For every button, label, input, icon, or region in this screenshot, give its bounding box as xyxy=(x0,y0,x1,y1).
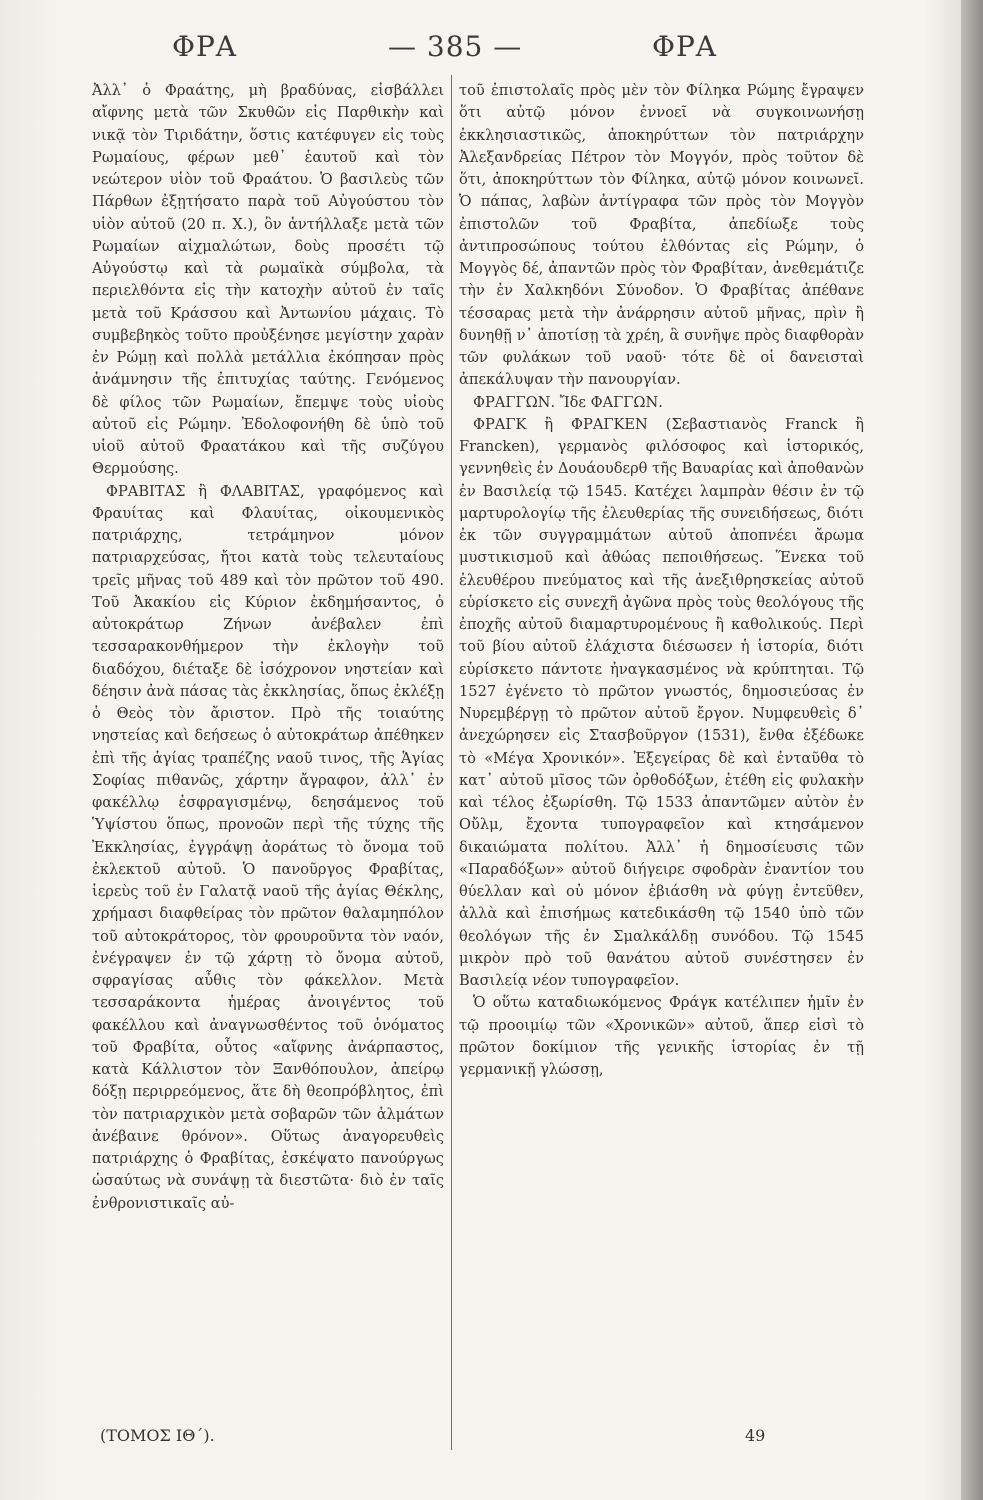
gathering-number: 49 xyxy=(745,1426,766,1445)
entry-phrank: ΦΡΑΓΚ ἢ ΦΡΑΓΚΕΝ (Σεβαστιανὸς Franck ἢ Francken), γερμανὸς φιλόσοφος καὶ ἱστορικός, γεννηθεὶς ἐν Δουάουδερθ τῆς Βαυαρίας καὶ ἀποθανὼν ἐν Βασιλείᾳ τῷ 1545. Κατέχει λαμπρὰν θέσιν ἐν τῷ μαρτυρολογίῳ τῆς ἐλευθερίας τῆς συνειδήσεως, διότι ἐκ τῶν συγγραμμάτων αὐτοῦ ἀποπνέει ἄρωμα μυστικισμοῦ καὶ ἀθώας πεποιθήσεως. Ἕνεκα τοῦ ἐλευθέρου πνεύματος καὶ τῆς ἀνεξιθρησκείας αὐτοῦ εὑρίσκετο εἰς συνεχῆ ἀγῶνα πρὸς τοὺς θεολόγους τῆς ἐποχῆς αὐτοῦ διαμαρτυρομένους ἢ καθολικούς. Περὶ τοῦ βίου αὐτοῦ ἐλάχιστα διέσωσεν ἡ ἱστορία, διότι εὑρίσκετο πάντοτε ἠναγκασμένος νὰ κρύπτηται. Τῷ 1527 ἐγένετο τὸ πρῶτον γνωστός, δημοσιεύσας ἐν Νυρεμβέργῃ τὸ πρῶτον αὐτοῦ ἔργον. Νυμφευθεὶς δ᾽ ἀνεχώρησεν εἰς Στασβοῦργον (1531), ἔνθα ἐξέδωκε τὸ «Μέγα Χρονικόν». Ἐξεγείρας δὲ καὶ ἐνταῦθα τὸ κατ᾽ αὐτοῦ μῖσος τῶν ὀρθοδόξων, ἐτέθη εἰς φυλακὴν καὶ τέλος ἐξωρίσθη. Τῷ 1533 ἀπαντῶμεν αὐτὸν ἐν Οὔλμ, ἔχοντα τυπογραφεῖον καὶ κτησάμενον δικαιώματα πολίτου. Ἀλλ᾽ ἡ δημοσίευσις τῶν «Παραδόξων» αὐτοῦ διήγειρε σφοδρὰν ἐναντίον του θύελλαν καὶ οὐ μόνον ἐβιάσθη νὰ φύγῃ ἐντεῦθεν, ἀλλὰ καὶ ἐπισήμως κατεδικάσθη τῷ 1540 ὑπὸ τῶν θεολόγων τῆς ἐν Σμαλκάλδῃ συνόδου. Τῷ 1545 μικρὸν πρὸ τοῦ θανάτου αὐτοῦ συνέστησεν ἐν Βασιλείᾳ νέον τυπογραφεῖον. xyxy=(459,415,864,989)
page-edge-shadow xyxy=(961,0,983,1500)
right-column xyxy=(459,80,864,1081)
entry-phraates-continued: Ἀλλ᾽ ὁ Φραάτης, μὴ βραδύνας, εἰσβάλλει αἴφνης μετὰ τῶν Σκυθῶν εἰς Παρθικὴν καὶ νικᾷ τὸν Τιριδάτην, ὅστις κατέφυγεν εἰς τοὺς Ρωμαίους, φέρων μεθ᾽ ἑαυτοῦ καὶ τὸν νεώτερον υἱὸν τοῦ Φραάτου. Ὁ βασιλεὺς τῶν Πάρθων ἐξῃτήσατο παρὰ τοῦ Αὐγούστου τὸν υἱὸν αὐτοῦ (20 π. Χ.), ὃν ἀντήλλαξε μετὰ τῶν Ρωμαίων αἰχμαλώτων, δοὺς προσέτι τῷ Αὐγούστῳ καὶ τὰ ρωμαϊκὰ σύμβολα, τὰ περιελθόντα εἰς τὴν κατοχὴν αὐτοῦ ἐν ταῖς μετὰ τοῦ Κράσσου καὶ Ἀντωνίου μάχαις. Τὸ συμβεβηκὸς τοῦτο προὐξένησε μεγίστην χαρὰν ἐν Ρώμῃ καὶ πολλὰ μετάλλια ἐκόπησαν πρὸς ἀνάμνησιν τῆς ἐπιτυχίας ταύτης. Γενόμενος δὲ φίλος τῶν Ρωμαίων, ἔπεμψε τοὺς υἱοὺς αὐτοῦ εἰς Ρώμην. Ἐδολοφονήθη δὲ ὑπὸ τοῦ υἱοῦ αὐτοῦ Φραατάκου καὶ τῆς συζύγου Θερμούσης. xyxy=(92,82,444,478)
column-divider xyxy=(451,75,452,1450)
header-left-guideword: ΦΡΑ xyxy=(172,30,238,63)
left-column xyxy=(92,80,444,1215)
header-right-guideword: ΦΡΑ xyxy=(652,30,718,63)
running-header xyxy=(0,30,983,70)
entry-phrank-paragraph-2: Ὁ οὕτω καταδιωκόμενος Φράγκ κατέλιπεν ἡμῖν ἐν τῷ προοιμίῳ τῶν «Χρονικῶν» αὐτοῦ, ἅπερ εἰσὶ τὸ πρῶτον δοκίμιον τῆς γενικῆς ἱστορίας ἐν τῇ γερμανικῇ γλώσσῃ, xyxy=(459,994,864,1078)
entry-phravitas-continued: τοῦ ἐπιστολαῖς πρὸς μὲν τὸν Φίληκα Ρώμης ἔγραψεν ὅτι αὐτῷ μόνον ἐννοεῖ νὰ συγκοινωνήσῃ ἐκκλησιαστικῶς, ἀποκηρύττων τὸν πατριάρχην Ἀλεξανδρείας Πέτρον τὸν Μογγόν, πρὸς τοῦτον δὲ ὅτι, ἀποκηρύττων τὸν Φίληκα, αὐτῷ μόνον κοινωνεῖ. Ὁ πάπας, λαβὼν ἀντίγραφα τῶν πρὸς τὸν Μογγὸν ἐπιστολῶν τοῦ Φραβίτα, ἀπεδίωξε τοὺς ἀντιπροσώπους τούτου ἐλθόντας εἰς Ρώμην, ὁ Μογγὸς δέ, ἀπαντῶν πρὸς τὸν Φραβίταν, ἀνεθεμάτιζε τὴν ἐν Χαλκηδόνι Σύνοδον. Ὁ Φραβίτας ἀπέθανε τέσσαρας μετὰ τὴν ἀνάρρησιν αὐτοῦ μῆνας, πρὶν ἢ δυνηθῇ ν᾽ ἀποτίσῃ τὰ χρέη, ἃ συνῆψε πρὸς διαφθορὰν τῶν φυλάκων τοῦ ναοῦ· τότε δὲ οἱ δανεισταὶ ἀπεκάλυψαν τὴν πανουργίαν. xyxy=(459,82,864,389)
entry-phrangon: ΦΡΑΓΓΩΝ. Ἴδε ΦΑΓΓΩΝ. xyxy=(473,393,663,411)
page-number: — 385 — xyxy=(388,30,523,63)
volume-signature: (ΤΟΜΟΣ ΙΘ΄). xyxy=(100,1426,215,1445)
entry-phravitas: ΦΡΑΒΙΤΑΣ ἢ ΦΛΑΒΙΤΑΣ, γραφόμενος καὶ Φραυίτας καὶ Φλαυίτας, οἰκουμενικὸς πατριάρχης, τετράμηνον μόνον πατριαρχεύσας, ἤτοι κατὰ τοὺς τελευταίους τρεῖς μῆνας τοῦ 489 καὶ τὸν πρῶτον τοῦ 490. Τοῦ Ἀκακίου εἰς Κύριον ἐκδημήσαντος, ὁ αὐτοκράτωρ Ζήνων ἀνέβαλεν ἐπὶ τεσσαρακονθήμερον τὴν ἐκλογὴν τοῦ διαδόχου, διέταξε δὲ ἰσόχρονον νηστείαν καὶ δέησιν ἀνὰ πάσας τὰς ἐκκλησίας, ὅπως ἐκλέξῃ ὁ Θεὸς τὸν ἄριστον. Πρὸ τῆς τοιαύτης νηστείας καὶ δεήσεως ὁ αὐτοκράτωρ ἀπέθηκεν ἐπὶ τῆς ἁγίας τραπέζης ναοῦ τινος, τῆς Ἁγίας Σοφίας πιθανῶς, χάρτην ἄγραφον, ἀλλ᾽ ἐν φακέλλῳ ἐσφραγισμένῳ, δεησάμενος τοῦ Ὑψίστου ὅπως, προνοῶν περὶ τῆς τύχης τῆς Ἐκκλησίας, ἐγγράψῃ ἀοράτως τὸ ὄνομα τοῦ ἐκλεκτοῦ αὐτοῦ. Ὁ πανοῦργος Φραβίτας, ἱερεὺς τοῦ ἐν Γαλατᾷ ναοῦ τῆς ἁγίας Θέκλης, χρήμασι διαφθείρας τὸν πρῶτον θαλαμηπόλον τοῦ αὐτοκράτορος, τὸν φρουροῦντα τὸν ναόν, ἐνέγραψεν ἐν τῷ χάρτῃ τὸ ὄνομα αὐτοῦ, σφραγίσας αὖθις τὸν φάκελλον. Μετὰ τεσσαράκοντα ἡμέρας ἀνοιγέντος τοῦ φακέλλου καὶ ἀναγνωσθέντος τοῦ ὀνόματος τοῦ Φραβίτα, οὗτος «αἴφνης ἀνάρπαστος, κατὰ Κάλλιστον τὸν Ξανθόπουλον, ἀπείρῳ δόξῃ περιρρεόμενος, ἅτε δὴ θεοπρόβλητος, ἐπὶ τὸν πατριαρχικὸν μετὰ σοβαρῶν τῶν ἁλμάτων ἀνέβαινε θρόνον». Οὕτως ἀναγορευθεὶς πατριάρχης ὁ Φραβίτας, ἐσκέψατο πανούργως ὡσαύτως νὰ συνάψῃ τὰ διεστῶτα· διὸ ἐν ταῖς ἐνθρονιστικαῖς αὐ- xyxy=(92,482,444,1212)
